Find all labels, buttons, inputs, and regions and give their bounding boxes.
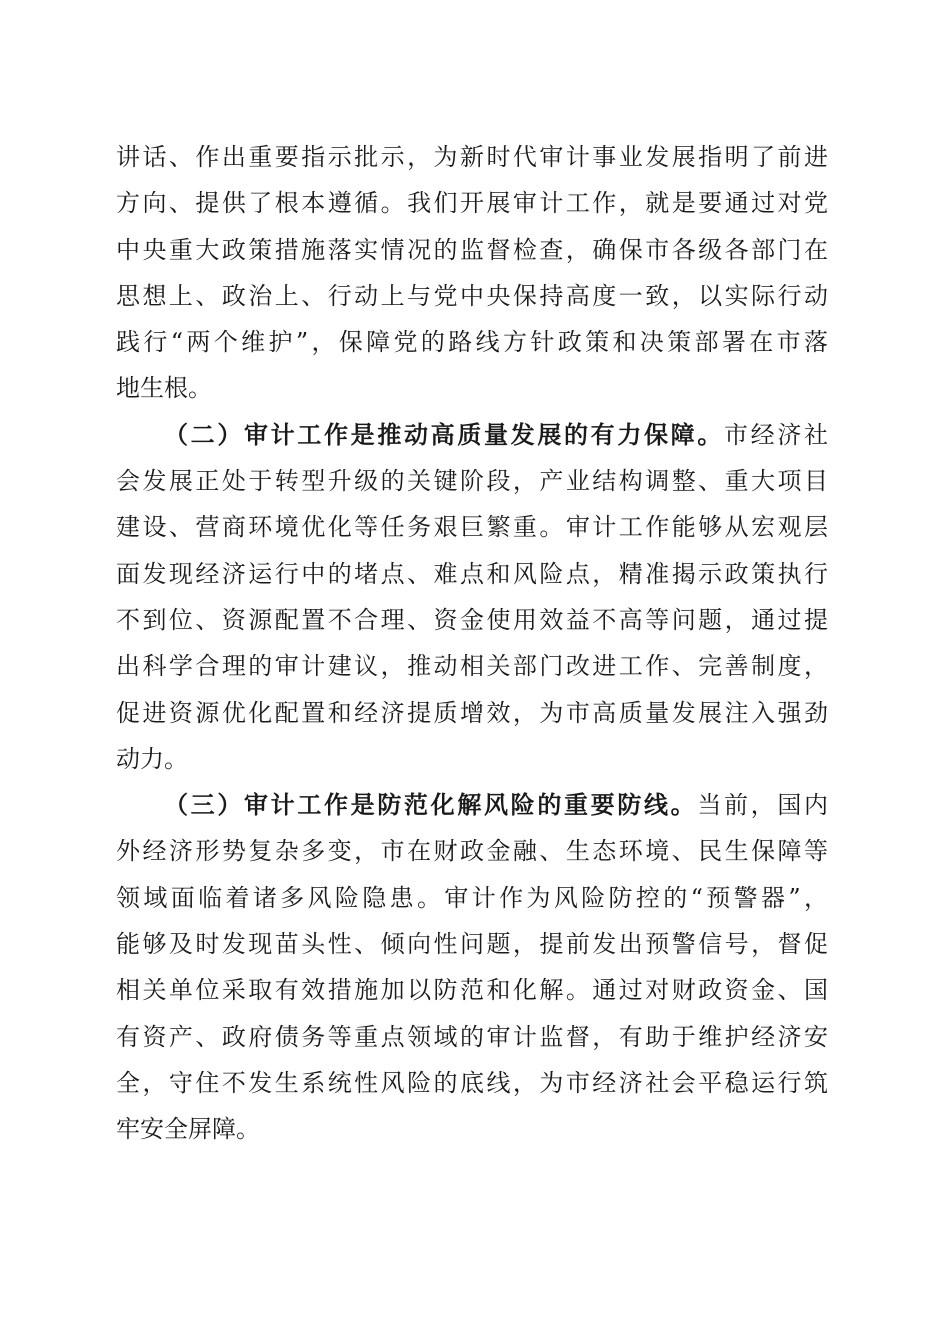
section-heading: （二）审计工作是推动高质量发展的有力保障。 [164, 420, 724, 449]
paragraph-line: 不到位、资源配置不合理、资金使用效益不高等问题，通过提 [116, 605, 828, 634]
paragraph-line: 面发现经济运行中的堵点、难点和风险点，精准揭示政策执行 [116, 559, 828, 588]
paragraph-line: 思想上、政治上、行动上与党中央保持高度一致，以实际行动 [116, 281, 828, 310]
paragraph-line: 相关单位采取有效措施加以防范和化解。通过对财政资金、国 [116, 976, 828, 1005]
paragraph-line: 地生根。 [116, 374, 212, 403]
paragraph-1 [116, 134, 828, 412]
paragraph-line: 领域面临着诸多风险隐患。审计作为风险防控的“预警器”， [116, 883, 828, 912]
paragraph-line: 牢安全屏障。 [116, 1115, 260, 1144]
paragraph-line: 践行“两个维护”，保障党的路线方针政策和决策部署在市落 [116, 328, 828, 357]
paragraph-line: 方向、提供了根本遵循。我们开展审计工作，就是要通过对党 [116, 189, 828, 218]
paragraph-line: 外经济形势复杂多变，市在财政金融、生态环境、民生保障等 [116, 837, 828, 866]
paragraph-2 [116, 412, 828, 782]
paragraph-first-line [116, 782, 828, 828]
paragraph-line: 全，守住不发生系统性风险的底线，为市经济社会平稳运行筑 [116, 1068, 828, 1097]
paragraph-line: 讲话、作出重要指示批示，为新时代审计事业发展指明了前进 [116, 143, 828, 171]
paragraph-line: 会发展正处于转型升级的关键阶段，产业结构调整、重大项目 [116, 467, 828, 496]
paragraph-line: 建设、营商环境优化等任务艰巨繁重。审计工作能够从宏观层 [116, 513, 828, 542]
paragraph-line: 动力。 [116, 744, 188, 773]
paragraph-text: 当前，国内 [697, 791, 828, 820]
paragraph-3 [116, 782, 828, 1152]
document-page [116, 134, 828, 1153]
paragraph-text: 市经济社 [724, 420, 828, 449]
paragraph-line: 促进资源优化配置和经济提质增效，为市高质量发展注入强劲 [116, 698, 828, 727]
paragraph-line: 有资产、政府债务等重点领域的审计监督，有助于维护经济安 [116, 1022, 828, 1051]
paragraph-line: 出科学合理的审计建议，推动相关部门改进工作、完善制度， [116, 652, 828, 681]
paragraph-first-line [116, 412, 828, 458]
paragraph-line: 能够及时发现苗头性、倾向性问题，提前发出预警信号，督促 [116, 930, 828, 959]
section-heading: （三）审计工作是防范化解风险的重要防线。 [164, 791, 698, 820]
paragraph-line: 中央重大政策措施落实情况的监督检查，确保市各级各部门在 [116, 235, 828, 264]
